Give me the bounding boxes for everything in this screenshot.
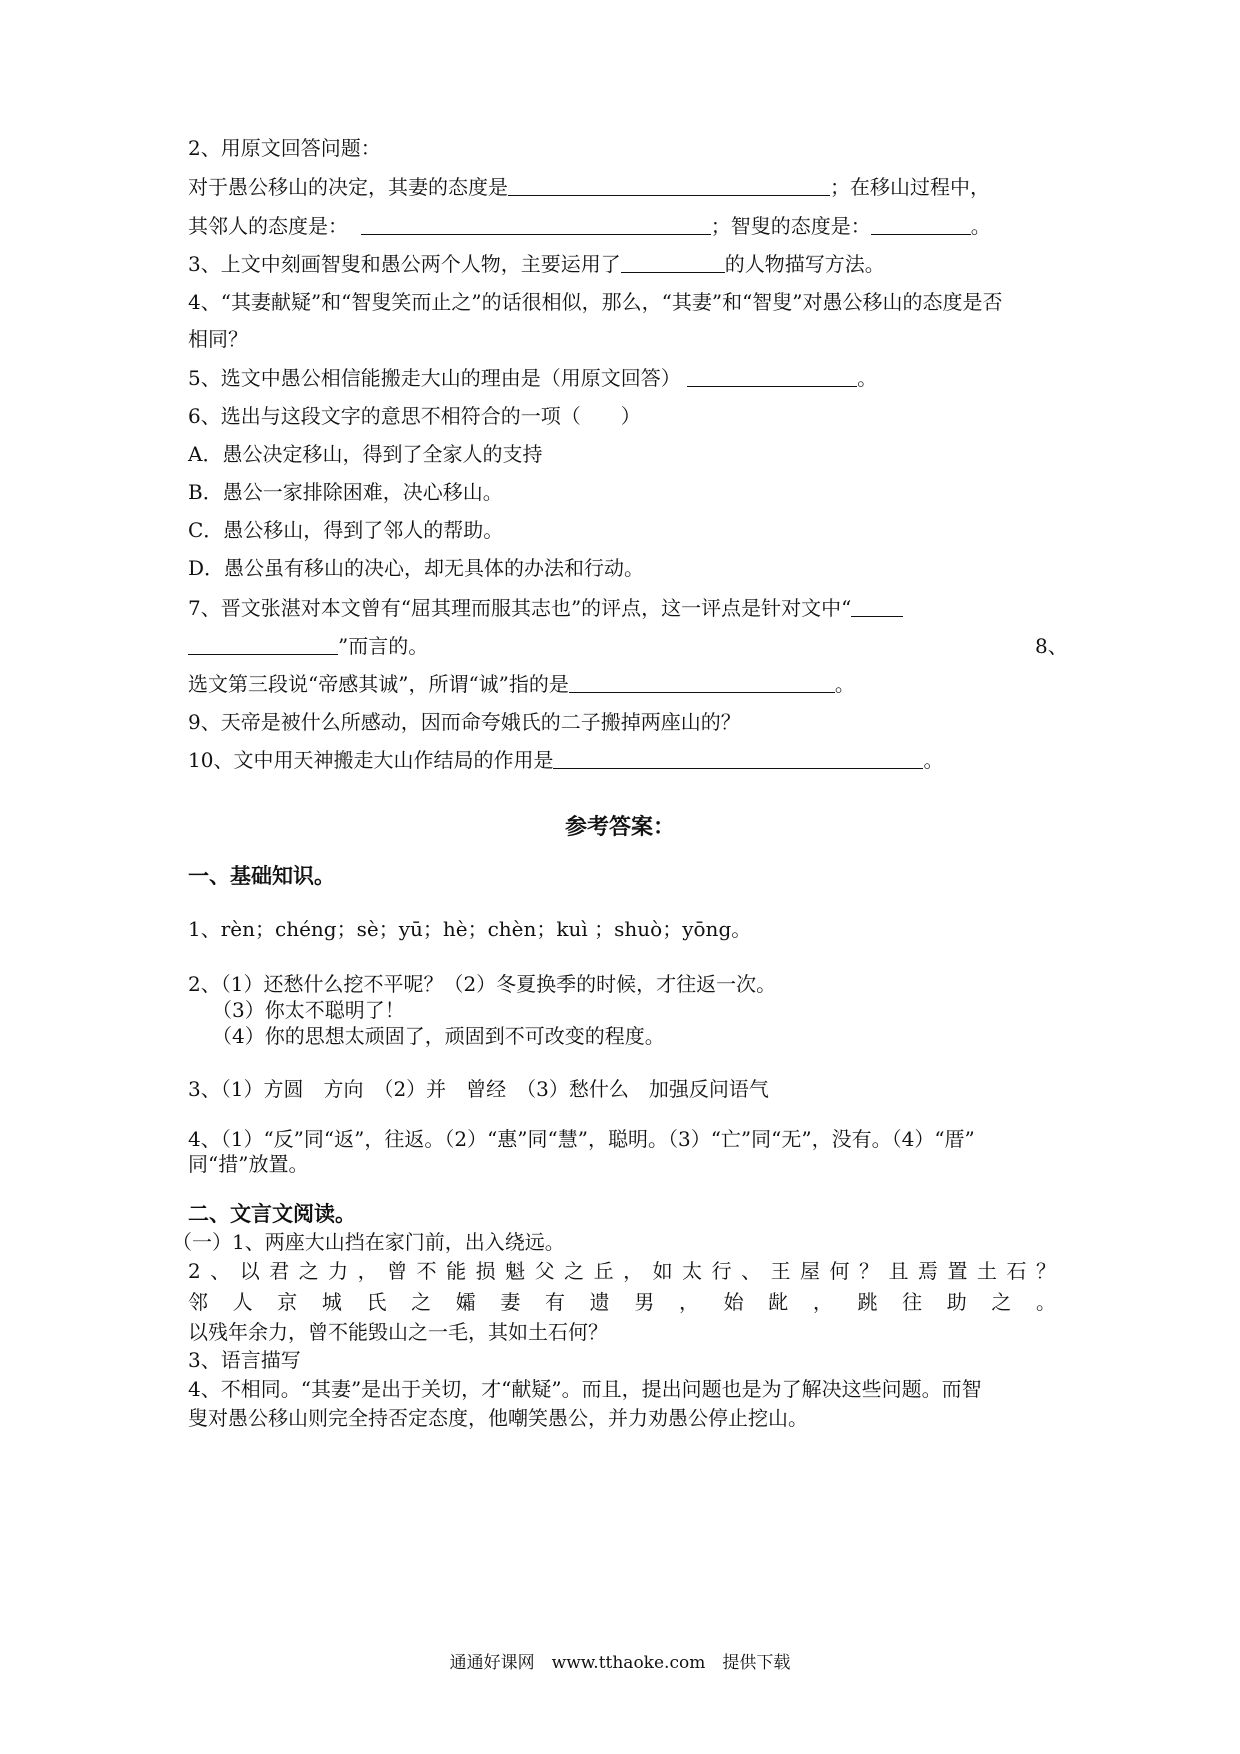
answer-4-line1: 4、（1）“反”同“返”，往返。（2）“惠”同“慧”，聪明。（3）“亡”同“无”，没有。（4）“厝” — [188, 1127, 975, 1151]
q4-line1: 4、“其妻献疑”和“智叟笑而止之”的话很相似，那么，“其妻”和“智叟”对愚公移山的态度是否 — [188, 290, 1003, 314]
q5-text-a: 5、选文中愚公相信能搬走大山的理由是（用原文回答） — [188, 366, 681, 390]
page-footer: 通通好课网 www.tthaoke.com 提供下载 — [449, 1653, 791, 1673]
section-1-heading: 一、基础知识。 — [188, 863, 335, 888]
q8-text-b: 。 — [834, 672, 855, 696]
q5 — [188, 364, 1056, 392]
q10-text-b: 。 — [923, 748, 944, 772]
answer-4-line2: 同“措”放置。 — [188, 1152, 309, 1176]
q6-option-c: C．愚公移山，得到了邻人的帮助。 — [188, 518, 504, 542]
q7-line2 — [188, 632, 1056, 660]
q2-title: 2、用原文回答问题： — [188, 136, 381, 160]
q8-number: 8、 — [1035, 634, 1068, 658]
q10 — [188, 746, 1056, 774]
answer-b2-line2: 邻人京城氏之孀妻有遗男，始龀，跳往助之。 — [188, 1290, 1056, 1314]
q6-option-d: D．愚公虽有移山的决心，却无具体的办法和行动。 — [188, 556, 645, 580]
q2-line2-text-c: 。 — [970, 214, 991, 238]
q6-option-b: B．愚公一家排除困难，决心移山。 — [188, 480, 503, 504]
q8 — [188, 670, 1056, 698]
q7-text-b: ”而言的。 — [338, 634, 429, 658]
q9: 9、天帝是被什么所感动，因而命夸娥氏的二子搬掉两座山的？ — [188, 710, 741, 734]
answer-2-line2: （3）你太不聪明了！ — [212, 998, 405, 1022]
q7-blank-2[interactable] — [188, 636, 338, 655]
answer-2-line3: （4）你的思想太顽固了，顽固到不可改变的程度。 — [212, 1024, 665, 1048]
q8-blank[interactable] — [569, 674, 835, 693]
q5-blank[interactable] — [687, 368, 857, 387]
answer-b2-line1: 2、以君之力，曾不能损魁父之丘，如太行、王屋何？且焉置土石？ — [188, 1259, 1056, 1283]
q8-text-a: 选文第三段说“帝感其诚”，所谓“诚”指的是 — [188, 672, 569, 696]
q2-line1-text-a: 对于愚公移山的决定，其妻的态度是 — [188, 175, 508, 199]
answer-b1: （一）1、两座大山挡在家门前，出入绕远。 — [172, 1230, 565, 1254]
answer-3: 3、（1）方圆 方向 （2）并 曾经 （3）愁什么 加强反问语气 — [188, 1077, 769, 1101]
q2-line1-text-b: ；在移山过程中， — [830, 175, 990, 199]
q5-text-b: 。 — [857, 366, 878, 390]
q2-wife-blank[interactable] — [508, 177, 830, 196]
q2-line2-text-b: ；智叟的态度是： — [710, 214, 871, 238]
q10-blank[interactable] — [553, 750, 923, 769]
answer-1: 1、rèn；chéng；sè；yū；hè；chèn；kuì ；shuò；yōng。 — [188, 917, 752, 941]
q2-neighbor-blank[interactable] — [361, 216, 711, 235]
q2-line2-text-a: 其邻人的态度是： — [188, 214, 348, 238]
q7-line1 — [188, 594, 1056, 622]
answer-b3: 3、语言描写 — [188, 1348, 301, 1372]
q6-title: 6、选出与这段文字的意思不相符合的一项（ ） — [188, 404, 641, 428]
answer-b2-line3: 以残年余力，曾不能毁山之一毛，其如土石何？ — [188, 1320, 608, 1344]
q4-line2: 相同？ — [188, 327, 248, 351]
q3-text-a: 3、上文中刻画智叟和愚公两个人物，主要运用了 — [188, 252, 621, 276]
q2-zhisou-blank[interactable] — [871, 216, 971, 235]
q10-text-a: 10、文中用天神搬走大山作结局的作用是 — [188, 748, 554, 772]
q7-blank-1[interactable] — [851, 598, 903, 617]
q3-text-b: 的人物描写方法。 — [724, 252, 885, 276]
answers-title: 参考答案： — [564, 814, 675, 840]
q7-text-a: 7、晋文张湛对本文曾有“屈其理而服其志也”的评点，这一评点是针对文中“ — [188, 596, 852, 620]
section-2-heading: 二、文言文阅读。 — [188, 1201, 356, 1226]
answer-b4-line1: 4、不相同。“其妻”是出于关切，才“献疑”。而且，提出问题也是为了解决这些问题。而智 — [188, 1377, 982, 1401]
q2-line1 — [188, 173, 1056, 201]
q6-option-a: A．愚公决定移山，得到了全家人的支持 — [188, 442, 543, 466]
answer-b4-line2: 叟对愚公移山则完全持否定态度，他嘲笑愚公，并力劝愚公停止挖山。 — [188, 1406, 808, 1430]
q3-blank[interactable] — [621, 254, 725, 273]
answer-2-line1: 2、（1）还愁什么挖不平呢？（2）冬夏换季的时候，才往返一次。 — [188, 972, 777, 996]
q3 — [188, 250, 1056, 278]
q2-line2 — [188, 212, 1056, 240]
